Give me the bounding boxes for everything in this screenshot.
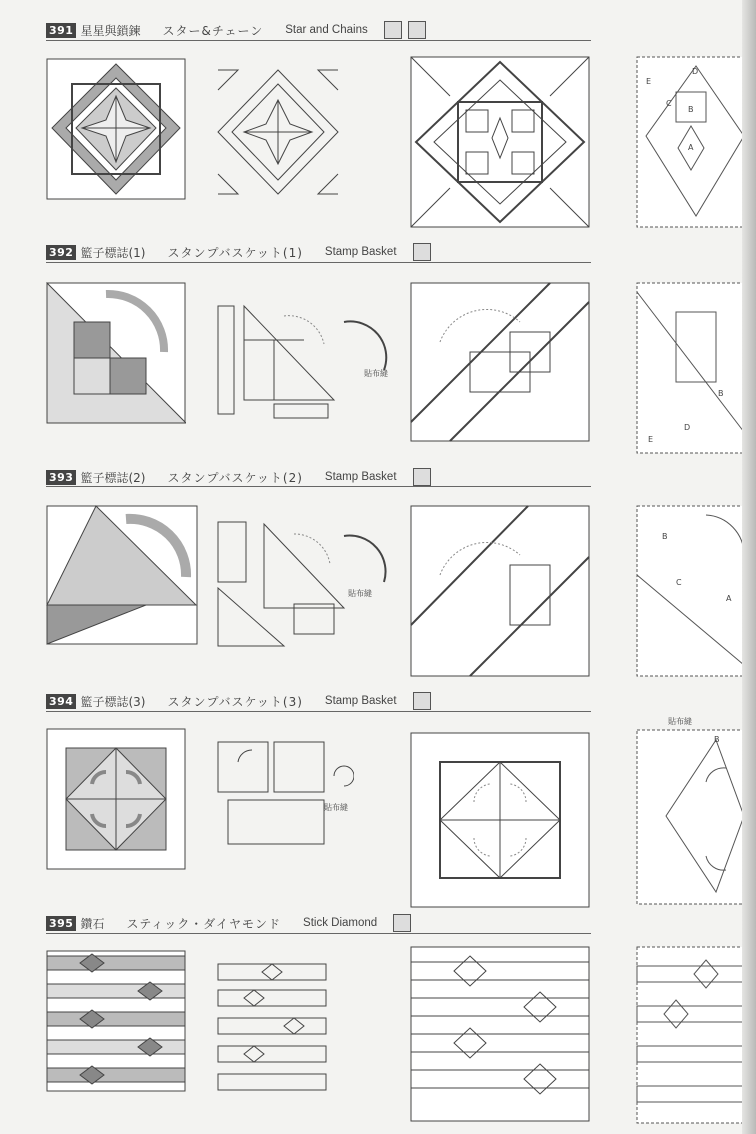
piece-label-a: A — [688, 143, 694, 152]
title-japanese: スティック・ダイヤモンド — [126, 916, 282, 931]
template-diagram — [636, 505, 746, 677]
section-header — [46, 242, 437, 262]
title-english: Stamp Basket — [324, 695, 397, 707]
piece-label-d: D — [692, 67, 699, 76]
piece-label-a: A — [726, 594, 732, 603]
quilt-icon — [413, 468, 431, 486]
finished-block-diagram — [46, 282, 186, 424]
finished-block-diagram — [46, 505, 198, 645]
template-diagram — [636, 716, 746, 906]
pattern-number: 391 — [46, 23, 76, 38]
pieces-diagram — [214, 300, 394, 420]
pattern-number: 392 — [46, 245, 76, 260]
title-english: Star and Chains — [285, 24, 368, 36]
finished-block-diagram — [46, 950, 186, 1092]
divider — [46, 711, 591, 712]
piece-label-c: C — [666, 99, 672, 108]
pattern-number: 395 — [46, 916, 76, 931]
title-japanese: スタンプバスケット(2) — [167, 470, 303, 485]
pieces-diagram — [214, 66, 342, 198]
title-chinese: 星星與鎖鍊 — [80, 23, 141, 38]
divider — [46, 486, 591, 487]
construction-diagram — [410, 282, 590, 442]
finished-block-diagram — [46, 728, 186, 870]
pieces-diagram — [214, 736, 354, 856]
page-binding-edge — [742, 0, 756, 1134]
quilt-icon — [393, 914, 411, 932]
applique-label: 貼布縫 — [364, 369, 388, 378]
construction-diagram — [410, 732, 590, 908]
construction-diagram — [410, 946, 590, 1122]
construction-diagram — [410, 56, 590, 228]
divider — [46, 40, 591, 41]
title-english: Stick Diamond — [303, 917, 378, 929]
piece-label-b: B — [718, 389, 724, 398]
title-english: Stamp Basket — [324, 246, 397, 258]
piece-label-b: B — [662, 532, 668, 541]
divider — [46, 262, 591, 263]
applique-label: 貼布縫 — [668, 717, 692, 726]
template-diagram — [636, 282, 746, 454]
title-chinese: 籃子標誌(1) — [80, 245, 146, 260]
section-header — [46, 20, 432, 40]
section-header — [46, 691, 437, 711]
pieces-diagram — [214, 518, 394, 648]
title-chinese: 籃子標誌(3) — [80, 694, 146, 709]
piece-label-c: C — [676, 578, 682, 587]
pattern-number: 393 — [46, 470, 76, 485]
section-header — [46, 913, 417, 933]
pieces-diagram — [214, 960, 334, 1100]
template-diagram — [636, 56, 746, 228]
title-japanese: スター&チェーン — [162, 23, 264, 38]
pattern-number: 394 — [46, 694, 76, 709]
template-diagram — [636, 946, 746, 1126]
title-english: Stamp Basket — [324, 471, 397, 483]
section-header — [46, 467, 437, 487]
finished-block-diagram — [46, 58, 186, 200]
piece-label-b: B — [688, 105, 694, 114]
divider — [46, 933, 591, 934]
title-japanese: スタンプバスケット(3) — [167, 694, 303, 709]
quilt-icon — [408, 21, 426, 39]
construction-diagram — [410, 505, 590, 677]
piece-label-d: D — [684, 423, 691, 432]
piece-label-e: E — [648, 435, 654, 444]
applique-label: 貼布縫 — [324, 803, 348, 812]
applique-label: 貼布縫 — [348, 589, 372, 598]
quilt-icon — [413, 692, 431, 710]
quilt-icon — [384, 21, 402, 39]
piece-label-e: E — [646, 77, 652, 86]
title-chinese: 籃子標誌(2) — [80, 470, 146, 485]
title-chinese: 鑽石 — [80, 916, 105, 931]
piece-label-b: B — [714, 735, 720, 744]
title-japanese: スタンプバスケット(1) — [167, 245, 303, 260]
quilt-icon — [413, 243, 431, 261]
